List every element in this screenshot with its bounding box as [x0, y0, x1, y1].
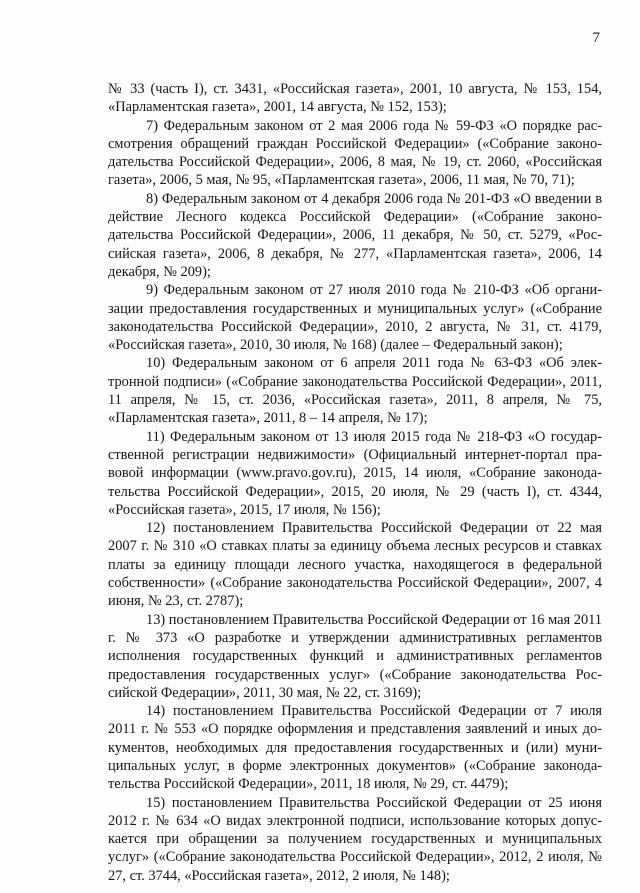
paragraph-continuation: № 33 (часть I), ст. 3431, «Российская газета», 2001, 10 августа, № 153, 154, «Парламентская газета», 2001, 14 августа, № 152, 153); [108, 81, 602, 116]
page-number: 7 [592, 30, 600, 46]
paragraph-item-12: 12) постановлением Правительства Российской Федерации от 22 мая 2007 г. № 310 «О ставках платы за единицу объема лесных ресурсов и ставках платы за единицу площади лесного участка, находящегося в федеральной собственности» («Собрание законодательства Российской Федерации», 2007, 4 июня, № 23, ст. 2787); [108, 520, 602, 610]
paragraph-item-14: 14) постановлением Правительства Российской Федерации от 7 июля 2011 г. № 553 «О порядке оформления и представления заявлений и иных документов, необходимых для предоставления государственных и (или) муниципальных услуг, в форме электронных документов» («Собрание законодательства Российской Федерации», 2011, 18 июля, № 29, ст. 4479); [108, 703, 602, 793]
paragraph-item-9: 9) Федеральным законом от 27 июля 2010 года № 210-ФЗ «Об организации предоставления государственных и муниципальных услуг» («Собрание законодательства Российской Федерации», 2010, 2 августа, № 31, ст. 4179, «Российская газета», 2010, 30 июля, № 168) (далее – Федеральный закон); [108, 282, 602, 354]
paragraph-item-15: 15) постановлением Правительства Российской Федерации от 25 июня 2012 г. № 634 «О видах электронной подписи, использование которых допускается при обращении за получением государственных и муниципальных услуг» («Собрание законодательства Российской Федерации», 2012, 2 июля, № 27, ст. 3744, «Российская газета», 2012, 2 июля, № 148); [108, 794, 602, 884]
paragraph-item-8: 8) Федеральным законом от 4 декабря 2006 года № 201-ФЗ «О введении в действие Лесного кодекса Российской Федерации» («Собрание законодательства Российской Федерации», 2006, 11 декабря, № 50, ст. 5279, «Российская газета», 2006, 8 декабря, № 277, «Парламентская газета», 2006, 14 декабря, № 209); [108, 190, 602, 280]
paragraph-item-10: 10) Федеральным законом от 6 апреля 2011 года № 63-ФЗ «Об электронной подписи» («Собрание законодательства Российской Федерации», 2011, 11 апреля, № 15, ст. 2036, «Российская газета», 2011, 8 апреля, № 75, «Парламентская газета», 2011, 8 – 14 апреля, № 17); [108, 355, 602, 427]
paragraph-item-11: 11) Федеральным законом от 13 июля 2015 года № 218-ФЗ «О государственной регистрации недвижимости» (Официальный интернет-портал правовой информации (www.pravo.gov.ru), 2015, 14 июля, «Собрание законодательства Российской Федерации», 2015, 20 июля, № 29 (часть I), ст. 4344, «Российская газета», 2015, 17 июля, № 156); [108, 428, 602, 518]
document-body [108, 80, 602, 885]
paragraph-item-13: 13) постановлением Правительства Российской Федерации от 16 мая 2011 г. № 373 «О разработке и утверждении административных регламентов исполнения государственных функций и административных регламентов предоставления государственных услуг» («Собрание законодательства Российской Федерации», 2011, 30 мая, № 22, ст. 3169); [108, 611, 602, 701]
paragraph-item-7: 7) Федеральным законом от 2 мая 2006 года № 59-ФЗ «О порядке рассмотрения обращений граждан Российской Федерации» («Собрание законодательства Российской Федерации», 2006, 8 мая, № 19, ст. 2060, «Российская газета», 2006, 5 мая, № 95, «Парламентская газета», 2006, 11 мая, № 70, 71); [108, 117, 602, 189]
